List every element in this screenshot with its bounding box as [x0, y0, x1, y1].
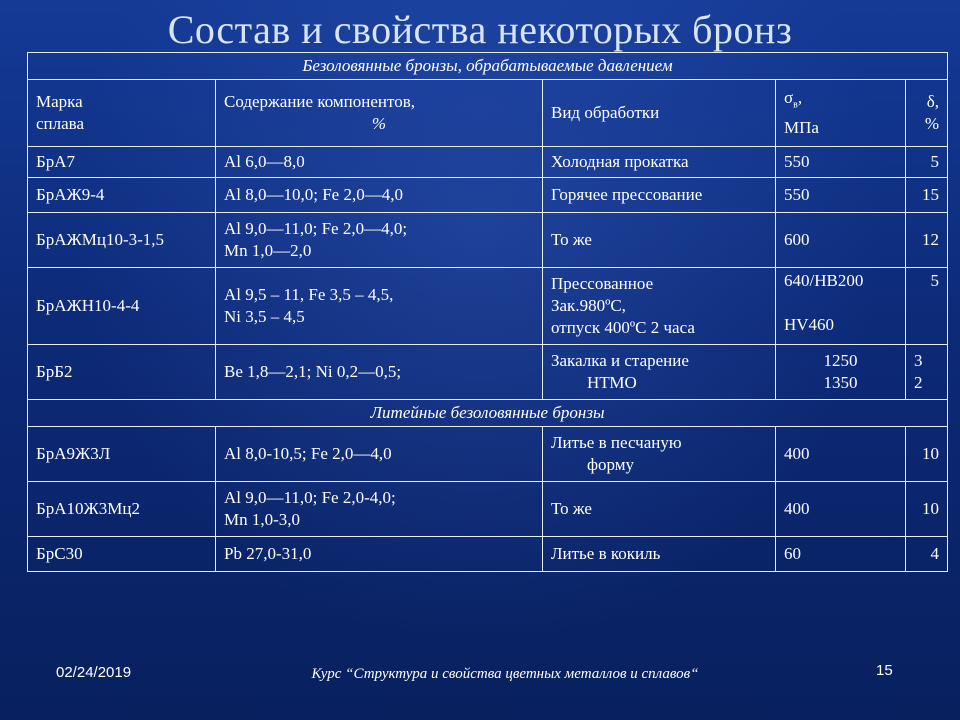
cell-composition-line1: Al 9,5 – 11, Fe 3,5 – 4,5,: [224, 285, 394, 304]
cell-sigma-line2: HV460: [784, 315, 835, 334]
cell-treatment-line2: НТМО: [587, 373, 637, 392]
header-sigma-symbol: σ: [784, 88, 794, 108]
cell-composition-line1: Al 9,0—11,0; Fe 2,0—4,0;: [224, 219, 408, 238]
table-row: [28, 213, 948, 268]
cell-treatment-line1: Литье в песчаную: [551, 433, 682, 452]
cell-sigma: 550: [776, 147, 906, 178]
cell-sigma: 600: [776, 213, 906, 268]
cell-treatment: [543, 268, 776, 345]
footer-date: 02/24/2019: [56, 664, 132, 681]
bronze-table: [27, 52, 948, 572]
table-row: [28, 427, 948, 482]
cell-composition-line2: Mn 1,0-3,0: [224, 510, 301, 529]
section-row: [28, 400, 948, 427]
cell-grade: БрБ2: [28, 345, 216, 400]
cell-treatment-line2: форму: [587, 455, 635, 474]
cell-grade: БрАЖМц10-3-1,5: [28, 213, 216, 268]
header-grade: [28, 80, 216, 147]
header-sigma-unit: МПа: [784, 117, 819, 137]
cell-grade: БрС30: [28, 537, 216, 572]
section-row: [28, 53, 948, 80]
cell-composition-line1: Al 9,0—11,0; Fe 2,0-4,0;: [224, 488, 396, 507]
table-row: [28, 268, 948, 345]
cell-sigma: 400: [776, 482, 906, 537]
cell-grade: БрАЖ9-4: [28, 178, 216, 213]
cell-grade: БрА7: [28, 147, 216, 178]
header-sigma: [776, 80, 906, 147]
cell-grade: БрА9Ж3Л: [28, 427, 216, 482]
footer-course: Курс “Структура и свойства цветных металлов и сплавов“: [311, 666, 699, 682]
cell-grade: БрА10Ж3Мц2: [28, 482, 216, 537]
header-delta-unit: %: [924, 114, 940, 133]
cell-delta: 15: [906, 178, 948, 213]
cell-treatment: [543, 345, 776, 400]
section-title-wrought: Безоловянные бронзы, обрабатываемые давлением: [28, 53, 948, 80]
cell-sigma: 60: [776, 537, 906, 572]
cell-composition: Al 8,0-10,5; Fe 2,0—4,0: [216, 427, 543, 482]
cell-delta: 12: [906, 213, 948, 268]
table-row: [28, 147, 948, 178]
cell-delta-line2: 2: [914, 373, 923, 392]
header-composition-text: Содержание компонентов,: [224, 92, 415, 111]
cell-composition: [216, 482, 543, 537]
cell-sigma: [776, 268, 906, 345]
header-grade-line1: Марка: [36, 92, 83, 111]
cell-sigma-line2: 1350: [823, 373, 858, 392]
cell-delta: [906, 345, 948, 400]
cell-treatment-line1: Прессованное: [551, 274, 654, 293]
slide-title: Состав и свойства некоторых бронз: [167, 7, 793, 52]
cell-composition: Al 8,0—10,0; Fe 2,0—4,0: [216, 178, 543, 213]
header-sigma-sub: в: [793, 99, 798, 111]
cell-composition: Be 1,8—2,1; Ni 0,2—0,5;: [216, 345, 543, 400]
cell-composition-line2: Ni 3,5 – 4,5: [224, 307, 305, 326]
section-title-cast: Литейные безоловянные бронзы: [28, 400, 948, 427]
table-row: [28, 345, 948, 400]
table-row: [28, 537, 948, 572]
cell-delta-line1: 3: [914, 351, 923, 370]
cell-treatment: То же: [543, 213, 776, 268]
cell-delta: 5: [906, 147, 948, 178]
cell-delta: 4: [906, 537, 948, 572]
cell-treatment-line1: Закалка и старение: [551, 351, 689, 370]
cell-sigma-line1: 1250: [823, 351, 858, 370]
page-number: 15: [876, 662, 893, 679]
cell-treatment-line3: отпуск 400ºС 2 часа: [551, 318, 695, 337]
table-row: [28, 178, 948, 213]
header-composition-unit: %: [371, 114, 387, 133]
cell-sigma: [776, 345, 906, 400]
header-sigma-comma: ,: [797, 88, 803, 108]
header-delta: [906, 80, 948, 147]
cell-composition: [216, 213, 543, 268]
header-row: [28, 80, 948, 147]
table-row: [28, 482, 948, 537]
cell-treatment: Холодная прокатка: [543, 147, 776, 178]
cell-delta: 5: [906, 268, 948, 345]
header-treatment: Вид обработки: [543, 80, 776, 147]
cell-sigma-line1: 640/НВ200: [784, 271, 864, 290]
cell-sigma: 400: [776, 427, 906, 482]
header-composition: [216, 80, 543, 147]
cell-treatment: Литье в кокиль: [543, 537, 776, 572]
cell-composition: [216, 268, 543, 345]
cell-treatment: То же: [543, 482, 776, 537]
header-grade-line2: сплава: [36, 114, 85, 133]
header-delta-symbol: δ,: [926, 92, 940, 111]
cell-sigma: 550: [776, 178, 906, 213]
cell-composition: Al 6,0—8,0: [216, 147, 543, 178]
cell-grade: БрАЖН10-4-4: [28, 268, 216, 345]
cell-delta: 10: [906, 482, 948, 537]
cell-treatment: Горячее прессование: [543, 178, 776, 213]
cell-treatment-line2: Зак.980ºС,: [551, 296, 626, 315]
cell-treatment: [543, 427, 776, 482]
cell-delta: 10: [906, 427, 948, 482]
cell-composition: Pb 27,0-31,0: [216, 537, 543, 572]
cell-composition-line2: Mn 1,0—2,0: [224, 241, 312, 260]
